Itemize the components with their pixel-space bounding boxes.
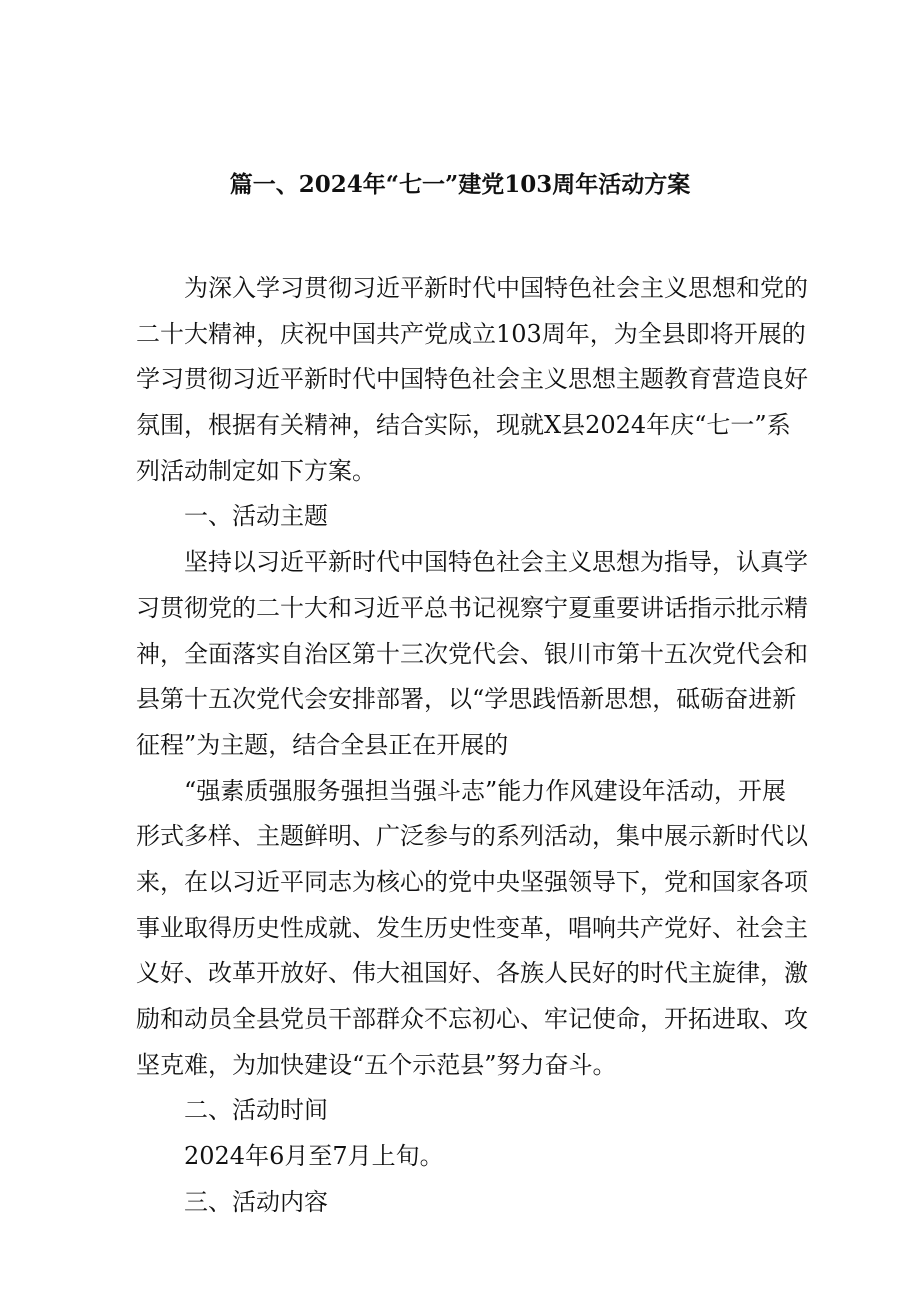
paragraph-line: 列活动制定如下方案。 bbox=[136, 456, 376, 485]
paragraph-line: 征程”为主题，结合全县正在开展的 bbox=[136, 730, 509, 759]
paragraph-line: 为深入学习贯彻习近平新时代中国特色社会主义思想和党的 bbox=[184, 274, 808, 302]
paragraph-line: 义好、改革开放好、伟大祖国好、各族人民好的时代主旋律，激 bbox=[136, 959, 808, 988]
paragraph-line: 学习贯彻习近平新时代中国特色社会主义思想主题教育营造良好 bbox=[136, 365, 808, 394]
paragraph-line: 神，全面落实自治区第十三次党代会、银川市第十五次党代会和 bbox=[136, 639, 808, 668]
section-heading: 二、活动时间 bbox=[184, 1096, 328, 1125]
paragraph-line: “强素质强服务强担当强斗志”能力作风建设年活动，开展 bbox=[184, 776, 786, 805]
paragraph-line: 2024年6月至7月上旬。 bbox=[184, 1142, 444, 1171]
paragraph-line: 县第十五次党代会安排部署，以“学思践悟新思想，砥砺奋进新 bbox=[136, 685, 797, 714]
paragraph-line: 坚持以习近平新时代中国特色社会主义思想为指导，认真学 bbox=[184, 548, 808, 577]
document-title: 篇一、2024年“七一”建党103周年活动方案 bbox=[229, 171, 691, 198]
section-heading: 一、活动主题 bbox=[184, 502, 328, 531]
paragraph-line: 习贯彻党的二十大和习近平总书记视察宁夏重要讲话指示批示精 bbox=[136, 593, 808, 622]
paragraph-line: 坚克难，为加快建设“五个示范县”努力奋斗。 bbox=[136, 1050, 617, 1079]
paragraph-line: 二十大精神，庆祝中国共产党成立103周年，为全县即将开展的 bbox=[136, 319, 806, 348]
paragraph-line: 氛围，根据有关精神，结合实际，现就X县2024年庆“七一”系 bbox=[136, 411, 791, 440]
paragraph-line: 励和动员全县党员干部群众不忘初心、牢记使命，开拓进取、攻 bbox=[136, 1005, 808, 1033]
paragraph-line: 来，在以习近平同志为核心的党中央坚强领导下，党和国家各项 bbox=[136, 867, 808, 896]
paragraph-line: 形式多样、主题鲜明、广泛参与的系列活动，集中展示新时代以 bbox=[136, 822, 808, 851]
paragraph-line: 事业取得历史性成就、发生历史性变革，唱响共产党好、社会主 bbox=[136, 913, 808, 942]
section-heading: 三、活动内容 bbox=[184, 1187, 328, 1216]
document-body bbox=[136, 266, 808, 1225]
